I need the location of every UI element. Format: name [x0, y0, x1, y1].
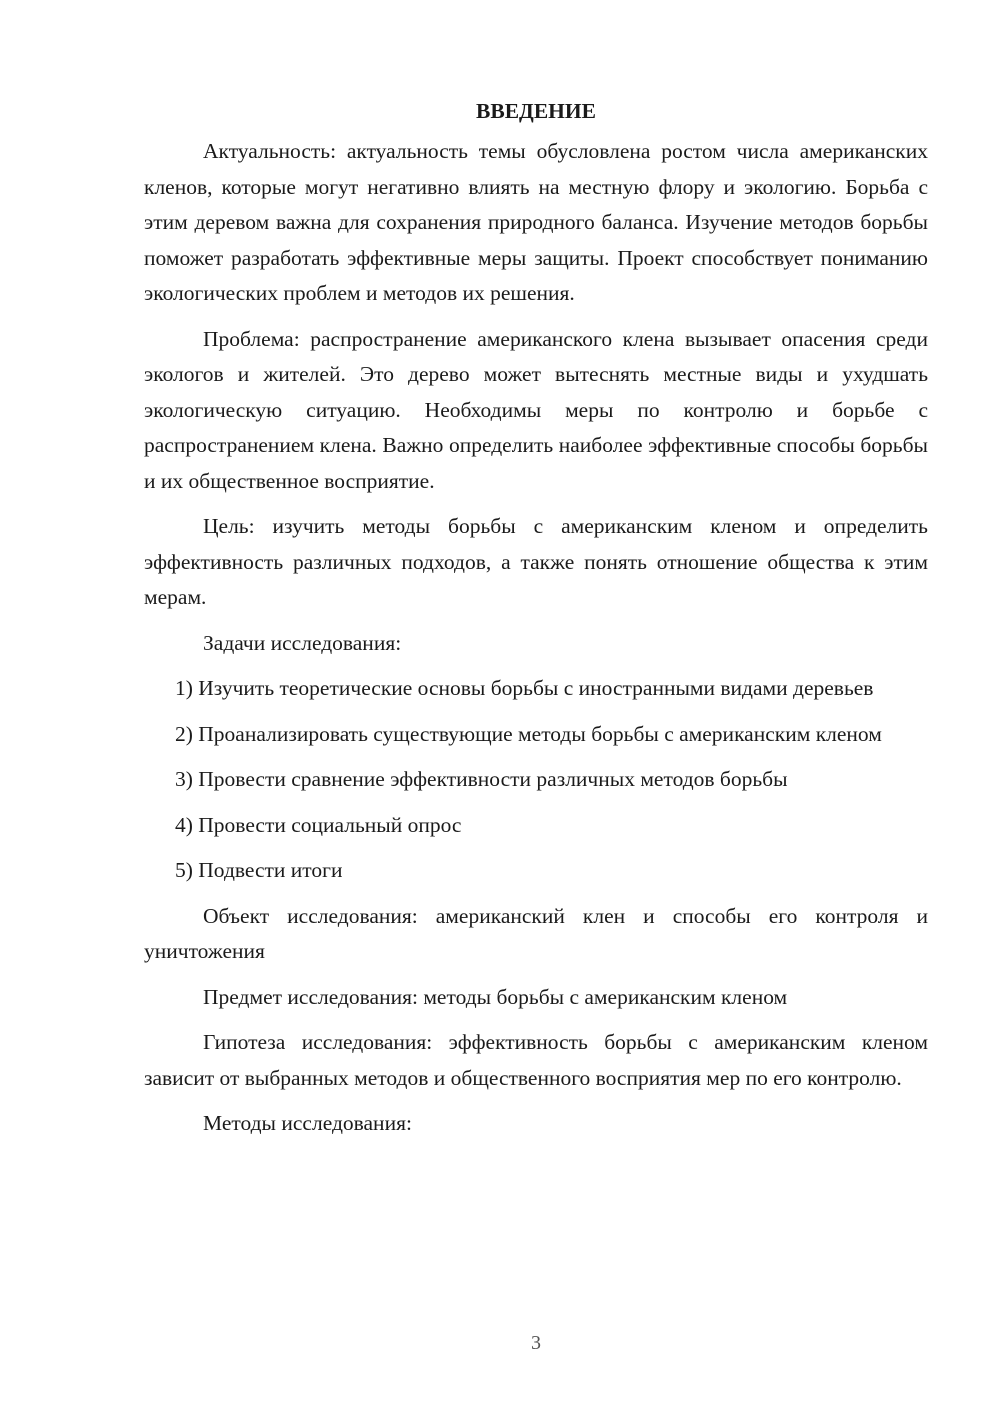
relevance-paragraph: Актуальность: актуальность темы обусловлена ростом числа американских кленов, которые могут негативно влиять на местную флору и экологию. Борьба с этим деревом важна для сохранения природного баланса. Изучение методов борьбы поможет разработать эффективные меры защиты. Проект способствует пониманию экологических проблем и методов их решения.	[144, 139, 928, 305]
methods-heading: Методы исследования:	[203, 1111, 412, 1135]
task-item: 4) Провести социальный опрос	[175, 812, 462, 837]
document-page	[144, 94, 928, 1152]
page-number: 3	[531, 1332, 541, 1354]
task-item: 3) Провести сравнение эффективности различных методов борьбы	[175, 767, 788, 791]
subject-paragraph: Предмет исследования: методы борьбы с американским кленом	[203, 984, 788, 1009]
task-item: 2) Проанализировать существующие методы борьбы с американским кленом	[175, 721, 882, 746]
problem-paragraph: Проблема: распространение американского клена вызывает опасения среди экологов и жителей. Это дерево может вытеснять местные виды и ухудшать экологическую ситуацию. Необходимы меры по контролю и борьбе с распространением клена. Важно определить наиболее эффективные способы борьбы и их общественное восприятие.	[144, 326, 928, 493]
goal-paragraph: Цель: изучить методы борьбы с американским кленом и определить эффективность различных подходов, а также понять отношение общества к этим мерам.	[144, 514, 928, 609]
section-title: ВВЕДЕНИЕ	[476, 99, 596, 123]
task-item: 1) Изучить теоретические основы борьбы с иностранными видами деревьев	[175, 676, 874, 700]
task-item: 5) Подвести итоги	[175, 858, 343, 882]
tasks-heading: Задачи исследования:	[203, 630, 402, 655]
object-paragraph: Объект исследования: американский клен и способы его контроля и уничтожения	[144, 903, 928, 963]
hypothesis-paragraph: Гипотеза исследования: эффективность борьбы с американским кленом зависит от выбранных методов и общественного восприятия мер по его контролю.	[144, 1030, 928, 1090]
